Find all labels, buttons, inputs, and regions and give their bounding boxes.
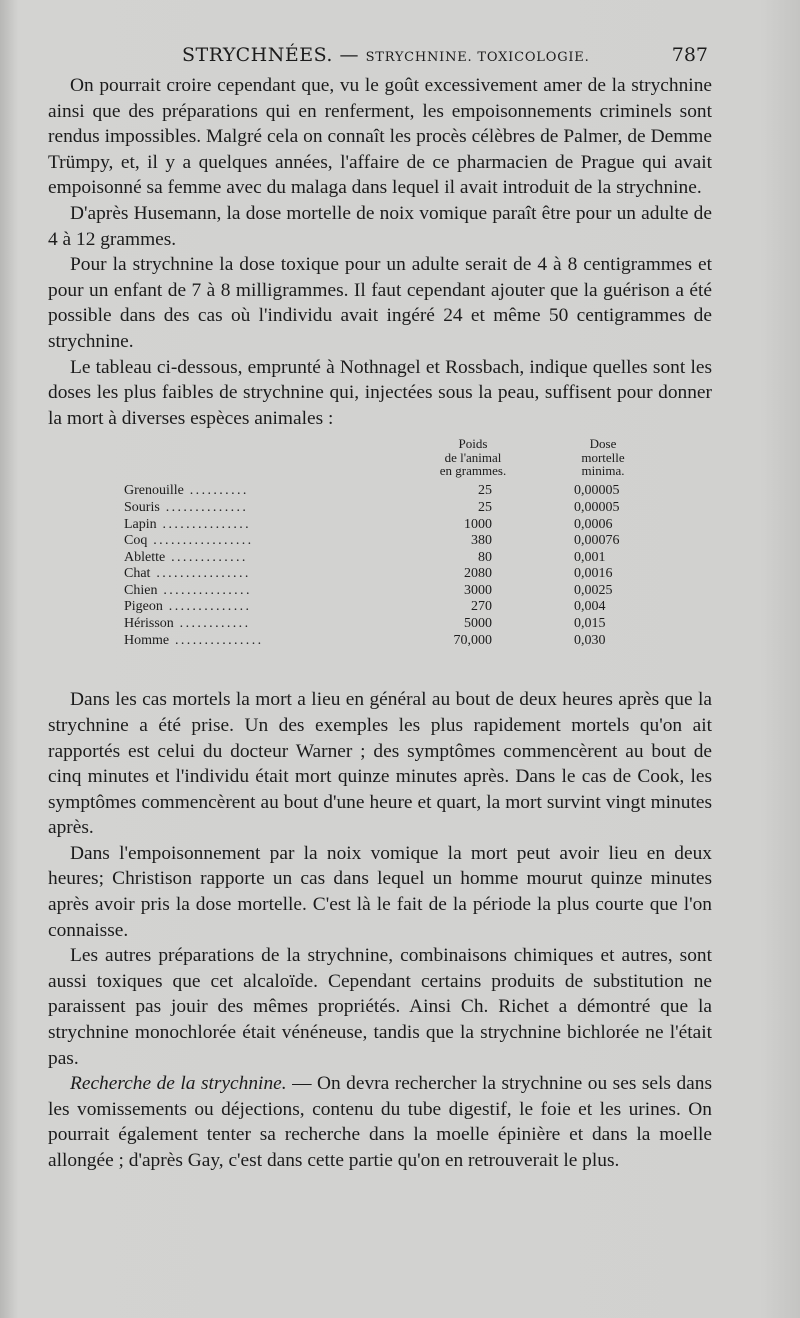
animal-weight: 80 xyxy=(478,549,492,565)
column-header-dose xyxy=(558,437,648,478)
header-subtitle: STRYCHNINE. TOXICOLOGIE. xyxy=(365,50,590,65)
animal-name xyxy=(124,633,264,650)
lethal-dose: 0,00005 xyxy=(574,499,620,515)
table-row xyxy=(124,533,684,550)
table-row xyxy=(124,616,684,633)
leader-dots: ............... xyxy=(156,516,252,532)
lethal-dose: 0,00076 xyxy=(574,533,620,549)
leader-dots: ............ xyxy=(173,616,251,632)
animal-label: Hérisson xyxy=(124,616,174,632)
table-row xyxy=(124,599,684,616)
header-title: STRYCHNÉES. xyxy=(182,44,333,66)
leader-dots: ................ xyxy=(150,566,251,582)
page-number: 787 xyxy=(671,44,708,66)
animal-label: Ablette xyxy=(124,549,166,565)
paragraph-recherche xyxy=(48,1071,712,1173)
animal-name xyxy=(124,533,254,550)
lethal-dose: 0,0025 xyxy=(574,582,613,598)
header-line: de l'animal xyxy=(444,449,502,465)
leader-dots: .......... xyxy=(183,483,249,499)
header-line: Poids xyxy=(458,436,488,452)
table-row xyxy=(124,500,684,517)
table-row xyxy=(124,633,684,650)
table-row xyxy=(124,483,684,500)
animal-weight: 25 xyxy=(478,483,492,499)
lethal-dose: 0,015 xyxy=(574,616,606,632)
animal-label: Homme xyxy=(124,632,170,648)
animal-weight: 25 xyxy=(478,499,492,515)
lethal-dose: 0,0016 xyxy=(574,566,613,582)
animal-label: Lapin xyxy=(124,516,157,532)
animal-weight: 2080 xyxy=(464,566,492,582)
header-separator: — xyxy=(339,44,360,66)
leader-dots: ............. xyxy=(165,549,248,565)
animal-label: Souris xyxy=(124,499,160,515)
table-rows xyxy=(124,483,684,649)
animal-name xyxy=(124,500,248,517)
leader-dots: ............... xyxy=(169,632,264,648)
animal-weight: 380 xyxy=(471,533,492,549)
paragraph: On pourrait croire cependant que, vu le goût excessivement amer de la strychnine ainsi que des préparations qui en renferment, les empoisonnements criminels sont rendus impossibles. Malgré cela on connaît les procès célèbres de Palmer, de Demme Trümpy, et, il y a quelques années, l'affaire de ce pharmacien de Prague qui avait empoisonné sa femme avec du malaga dans lequel il avait introduit de la strychnine. xyxy=(48,75,712,199)
animal-name xyxy=(124,566,251,583)
leader-dots: ................. xyxy=(147,533,254,549)
lethal-dose: 0,00005 xyxy=(574,483,620,499)
animal-weight: 70,000 xyxy=(453,632,492,648)
lethal-dose: 0,001 xyxy=(574,549,606,565)
header-line: Dose xyxy=(589,436,617,452)
column-header-poids xyxy=(413,437,533,478)
table-row xyxy=(124,550,684,567)
leader-dots: .............. xyxy=(162,599,252,615)
leader-dots: .............. xyxy=(159,499,249,515)
animal-name xyxy=(124,599,251,616)
animal-label: Pigeon xyxy=(124,599,163,615)
header-line: minima. xyxy=(581,463,625,479)
header-line: mortelle xyxy=(581,449,625,465)
lethal-dose: 0,030 xyxy=(574,632,606,648)
animal-name xyxy=(124,483,249,500)
table-row xyxy=(124,566,684,583)
animal-label: Coq xyxy=(124,533,148,549)
animal-weight: 1000 xyxy=(464,516,492,532)
animal-name xyxy=(124,583,252,600)
running-title xyxy=(182,44,590,66)
animal-label: Chat xyxy=(124,566,151,582)
paragraph: Pour la strychnine la dose toxique pour un adulte serait de 4 à 8 centigrammes et pour un enfant de 7 à 8 milligrammes. Il faut cependant ajouter que la guérison a été possible dans des cas où l'individu avait ingéré 24 et même 50 centigrammes de strychnine. xyxy=(48,254,712,352)
paragraph: Le tableau ci-dessous, emprunté à Nothnagel et Rossbach, indique quelles sont les doses les plus faibles de strychnine qui, injectées sous la peau, suffisent pour donner la mort à diverses espèces animales : xyxy=(48,356,712,429)
toxicity-table xyxy=(48,437,712,675)
table-row xyxy=(124,583,684,600)
animal-label: Grenouille xyxy=(124,483,184,499)
header-line: en grammes. xyxy=(439,463,507,479)
lethal-dose: 0,004 xyxy=(574,599,606,615)
body-text xyxy=(48,73,712,1174)
paragraph: Dans les cas mortels la mort a lieu en général au bout de deux heures après que la strychnine a été prise. Un des exemples les plus rapidement mortels qu'on ait rapportés est celui du docteur Warner ; des symptômes commencèrent au bout de cinq minutes et l'individu était mort quinze minutes après. Dans le cas de Cook, les symptômes commencèrent au bout d'une heure et quart, la mort survint vingt minutes après. xyxy=(48,689,712,839)
paragraph-text: — On devra rechercher la strychnine ou ses sels dans les vomissements ou déjections, contenu du tube digestif, le foie et les urines. On pourrait également tenter sa recherche dans la moelle épinière et dans la moelle allongée ; d'après Gay, c'est dans cette partie qu'on en retrouverait le plus. xyxy=(48,1073,712,1171)
animal-name xyxy=(124,517,251,534)
animal-weight: 3000 xyxy=(464,582,492,598)
paragraph: Dans l'empoisonnement par la noix vomique la mort peut avoir lieu en deux heures; Christison rapporte un cas dans lequel un homme mourut quinze minutes après avoir pris la dose mortelle. C'est là le fait de la période la plus courte que l'on connaisse. xyxy=(48,842,712,941)
animal-name xyxy=(124,616,250,633)
paragraph: Les autres préparations de la strychnine, combinaisons chimiques et autres, sont aussi toxiques que cet alcaloïde. Cependant certains produits de substitution ne paraissent pas jouir des mêmes propriétés. Ainsi Ch. Richet a démontré que la strychnine monochlorée était vénéneuse, tandis que la strychnine bichlorée ne l'était pas. xyxy=(48,945,712,1069)
animal-weight: 5000 xyxy=(464,616,492,632)
leader-dots: ............... xyxy=(157,582,252,598)
animal-label: Chien xyxy=(124,582,158,598)
animal-weight: 270 xyxy=(471,599,492,615)
table-row xyxy=(124,517,684,534)
lethal-dose: 0,0006 xyxy=(574,516,613,532)
running-header xyxy=(0,40,800,70)
animal-name xyxy=(124,550,248,567)
italic-heading: Recherche de la strychnine. xyxy=(70,1073,287,1095)
paragraph: D'après Husemann, la dose mortelle de noix vomique paraît être pour un adulte de 4 à 12 grammes. xyxy=(48,202,712,250)
